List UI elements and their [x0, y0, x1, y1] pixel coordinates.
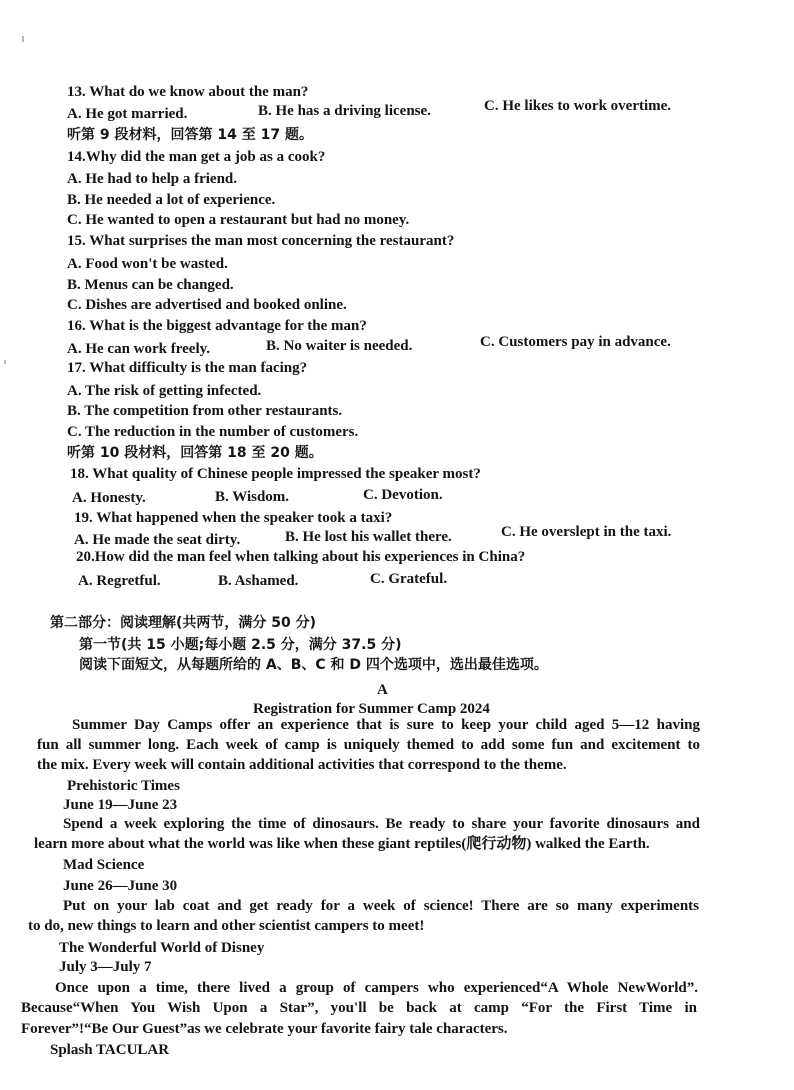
- camp-date: June 19—June 23: [63, 797, 178, 813]
- option-17b: B. The competition from other restaurants.: [67, 403, 343, 419]
- camp-name: Splash TACULAR: [50, 1042, 170, 1058]
- question-15: 15. What surprises the man most concerning the restaurant?: [67, 233, 455, 249]
- margin-mark: [4, 360, 6, 364]
- option-19a: A. He made the seat dirty.: [74, 532, 241, 548]
- option-13b: B. He has a driving license.: [258, 103, 431, 119]
- option-14b: B. He needed a lot of experience.: [67, 192, 276, 208]
- option-15c: C. Dishes are advertised and booked online.: [67, 297, 347, 313]
- option-13a: A. He got married.: [67, 106, 188, 122]
- option-20c: C. Grateful.: [370, 571, 448, 587]
- camp-name: The Wonderful World of Disney: [59, 940, 265, 956]
- camp-description: to do, new things to learn and other scientist campers to meet!: [28, 918, 425, 934]
- option-14a: A. He had to help a friend.: [67, 171, 238, 187]
- option-13c: C. He likes to work overtime.: [484, 98, 672, 114]
- margin-mark: [22, 36, 24, 42]
- passage-letter: A: [377, 682, 388, 698]
- question-18: 18. What quality of Chinese people impressed the speaker most?: [70, 466, 481, 482]
- camp-description: Spend a week exploring the time of dinosaurs. Be ready to share your favorite dinosaurs and: [63, 816, 700, 832]
- section-9-instruction: 听第 9 段材料，回答第 14 至 17 题。: [67, 127, 313, 143]
- question-17: 17. What difficulty is the man facing?: [67, 360, 308, 376]
- camp-date: July 3—July 7: [59, 959, 152, 975]
- option-16a: A. He can work freely.: [67, 341, 211, 357]
- option-18a: A. Honesty.: [72, 490, 146, 506]
- option-14c: C. He wanted to open a restaurant but had no money.: [67, 212, 410, 228]
- option-18c: C. Devotion.: [363, 487, 443, 503]
- question-13: 13. What do we know about the man?: [67, 84, 309, 100]
- option-15a: A. Food won't be wasted.: [67, 256, 228, 272]
- option-18b: B. Wisdom.: [215, 489, 290, 505]
- question-19: 19. What happened when the speaker took a taxi?: [74, 510, 393, 526]
- option-20a: A. Regretful.: [78, 573, 161, 589]
- section-10-instruction: 听第 10 段材料，回答第 18 至 20 题。: [67, 445, 323, 461]
- part2-heading: 第二部分：阅读理解(共两节，满分 50 分): [50, 615, 317, 631]
- option-20b: B. Ashamed.: [218, 573, 299, 589]
- question-16: 16. What is the biggest advantage for the man?: [67, 318, 367, 334]
- question-14: 14.Why did the man get a job as a cook?: [67, 149, 326, 165]
- passage-intro-line: Summer Day Camps offer an experience that is sure to keep your child aged 5—12 having: [72, 717, 700, 733]
- option-17c: C. The reduction in the number of customers.: [67, 424, 359, 440]
- option-19b: B. He lost his wallet there.: [285, 529, 452, 545]
- part2-subheading: 第一节(共 15 小题;每小题 2.5 分，满分 37.5 分): [79, 637, 402, 653]
- question-20: 20.How did the man feel when talking about his experiences in China?: [76, 549, 526, 565]
- passage-intro-line: the mix. Every week will contain additional activities that correspond to the theme.: [37, 757, 567, 773]
- option-17a: A. The risk of getting infected.: [67, 383, 262, 399]
- option-19c: C. He overslept in the taxi.: [501, 524, 672, 540]
- camp-description: Put on your lab coat and get ready for a week of science! There are so many experiments: [63, 898, 699, 914]
- camp-description: Once upon a time, there lived a group of campers who experienced“A Whole NewWorld”.: [55, 980, 698, 996]
- camp-description: Because“When You Wish Upon a Star”, you'll be back at camp “For the First Time in: [21, 1000, 697, 1016]
- camp-description: Forever”!“Be Our Guest”as we celebrate your favorite fairy tale characters.: [21, 1021, 508, 1037]
- option-15b: B. Menus can be changed.: [67, 277, 234, 293]
- camp-description: learn more about what the world was like when these giant reptiles(爬行动物) walked the Earth.: [34, 836, 650, 852]
- camp-name: Mad Science: [63, 857, 145, 873]
- option-16b: B. No waiter is needed.: [266, 338, 413, 354]
- camp-name: Prehistoric Times: [67, 778, 180, 794]
- part2-instruction: 阅读下面短文，从每题所给的 A、B、C 和 D 四个选项中，选出最佳选项。: [79, 657, 548, 673]
- passage-intro-line: fun all summer long. Each week of camp is uniquely themed to add some fun and excitement to: [37, 737, 700, 753]
- option-16c: C. Customers pay in advance.: [480, 334, 671, 350]
- camp-date: June 26—June 30: [63, 878, 178, 894]
- passage-title: Registration for Summer Camp 2024: [253, 701, 490, 717]
